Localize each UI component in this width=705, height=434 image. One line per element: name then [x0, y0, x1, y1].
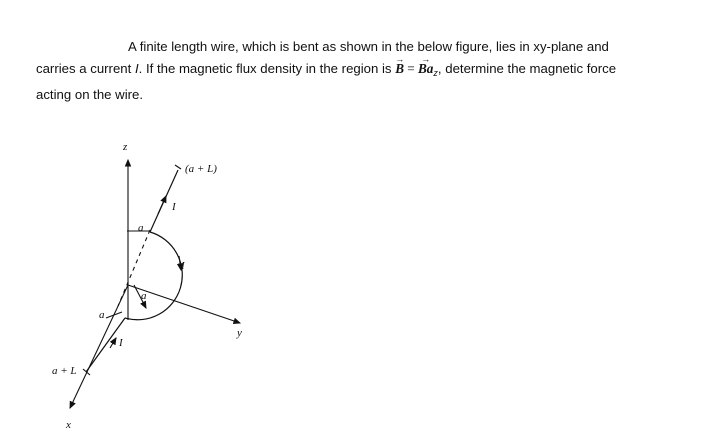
- label-a-plus-L-y: (a + L): [185, 163, 217, 175]
- problem-text: , determine the magnetic force: [437, 61, 617, 76]
- equals-sign: =: [403, 61, 419, 76]
- current-arrow: [158, 196, 166, 214]
- current-label-bottom: I: [119, 337, 123, 349]
- label-a-z: a: [138, 222, 144, 234]
- tick-a-plus-L-y: [175, 165, 181, 169]
- problem-line-1: A finite length wire, which is bent as shown in the below figure, lies in xy-plane and: [128, 39, 609, 54]
- wire-semicircle: [125, 232, 182, 320]
- tick-a-x: [106, 312, 122, 318]
- x-axis-label: x: [66, 419, 71, 431]
- y-axis-label: y: [237, 327, 242, 339]
- problem-text: carries a current: [36, 61, 135, 76]
- z-axis-label: z: [123, 141, 128, 153]
- flux-density-subscript: z: [433, 68, 438, 78]
- current-symbol: I: [134, 61, 139, 76]
- flux-density-symbol: → B: [395, 58, 404, 80]
- label-a-x: a: [99, 309, 105, 321]
- current-arrow: [110, 338, 116, 348]
- flux-density-value: → Ba: [418, 58, 433, 80]
- radius-label: a: [141, 290, 147, 302]
- current-label-top: I: [172, 201, 176, 213]
- problem-text: . If the magnetic flux density in the region is: [138, 61, 396, 76]
- problem-line-3: acting on the wire.: [36, 87, 144, 102]
- label-a-plus-L-x: a + L: [52, 365, 77, 377]
- current-label-arc: I: [181, 260, 185, 272]
